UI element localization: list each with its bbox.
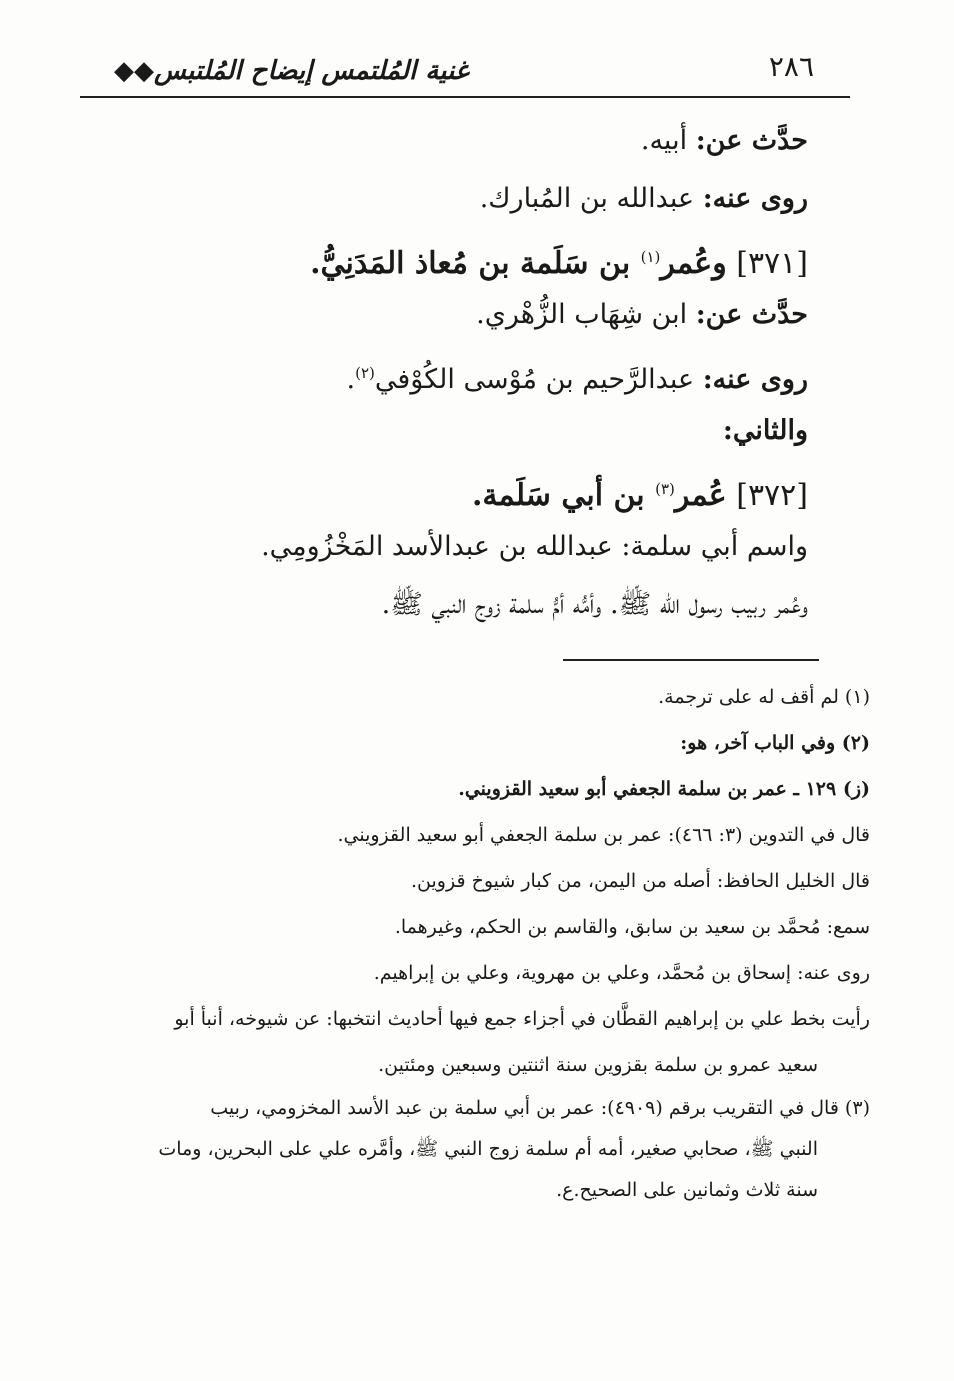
book-title: غنية المُلتمس إيضاح المُلتبس◆◆ [114,56,469,86]
footnotes [80,674,870,1211]
text: عبدالله بن المُبارك. [479,183,703,214]
line-father-name: واسم أبي سلمة: عبدالله بن عبدالأسد المَخْزُومِي. [261,531,808,562]
entry-371 [108,228,808,286]
footnote-separator [563,659,819,661]
footnote-2-line: سمع: مُحمَّد بن سعيد بن سابق، والقاسم بن الحكم، وغيرهما. [394,916,870,938]
entry-number: [٣٧١] [726,246,808,281]
line-haddath-an-1 [108,112,808,170]
entry-name-rest: بن سَلَمة بن مُعاذ المَدَنِيُّ. [310,246,641,281]
footnote-2-line: سعيد عمرو بن سلمة بقزوين سنة اثنتين وسبعين ومئتين. [378,1054,818,1076]
line-haddath-an-2 [108,286,808,344]
entry-name-rest: بن أبي سَلَمة. [471,478,656,513]
footnote-3: (٣) قال في التقريب برقم (٤٩٠٩): عمر بن أبي سلمة بن عبد الأسد المخزومي، ربيب [210,1097,870,1119]
footnote-2-line: روى عنه: إسحاق بن مُحمَّد، وعلي بن مهروية، وعلي بن إبراهيم. [373,962,870,984]
text: ابن شِهَاب الزُّهْري. [476,299,696,330]
footnote-2-line: قال في التدوين (٣: ٤٦٦): عمر بن سلمة الجعفي أبو سعيد القزويني. [337,824,870,846]
text-end: . [346,364,356,395]
header-rule [80,96,850,98]
main-text [108,112,808,634]
footnote-2-line: رأيت بخط علي بن إبراهيم القطَّان في أجزاء جمع فيها أحاديث انتخبها: عن شيوخه، أنبأ أبو [174,1008,870,1030]
text: أبيه. [640,125,696,156]
footnote-3-line: النبي ﷺ، صحابي صغير، أمه أم سلمة زوج النبي ﷺ، وأمَّره علي على البحرين، ومات [158,1138,818,1160]
text: عبدالرَّحيم بن مُوْسى الكُوْفي [374,364,703,395]
line-rawa-anhu-1 [108,170,808,228]
label: حدَّث عن: [695,299,808,330]
entry-number: [٣٧٢] [726,478,808,513]
footnote-ref-1: (١) [640,248,661,266]
line-rabib: وعُمر ربيب رسول الله ﷺ. وأمُّه أمُّ سلمة زوج النبي ﷺ. [381,589,808,620]
entry-name: وعُمر [660,246,727,281]
footnote-1: (١) لم أقف له على ترجمة. [658,686,870,708]
footnote-2-line: قال الخليل الحافظ: أصله من اليمن، من كبار شيوخ قزوين. [411,870,870,892]
footnote-2: (٢) وفي الباب آخر، هو: [680,732,870,754]
footnote-3-line: سنة ثلاث وثمانين على الصحيح.ع. [556,1179,818,1201]
footnote-ref-3: (٣) [655,480,675,498]
page-number: ٢٨٦ [768,50,814,83]
label: حدَّث عن: [695,125,808,156]
footnote-ref-2: (٢) [355,364,375,382]
entry-name: عُمر [674,478,727,513]
footnote-2-entry: (ز) ١٢٩ ـ عمر بن سلمة الجعفي أبو سعيد القزويني. [458,778,870,800]
label: روى عنه: [702,183,808,214]
page-header [96,44,854,94]
line-rawa-anhu-2 [108,344,808,402]
label: روى عنه: [702,364,808,395]
line-second: والثاني: [722,415,808,446]
entry-372 [108,460,808,518]
